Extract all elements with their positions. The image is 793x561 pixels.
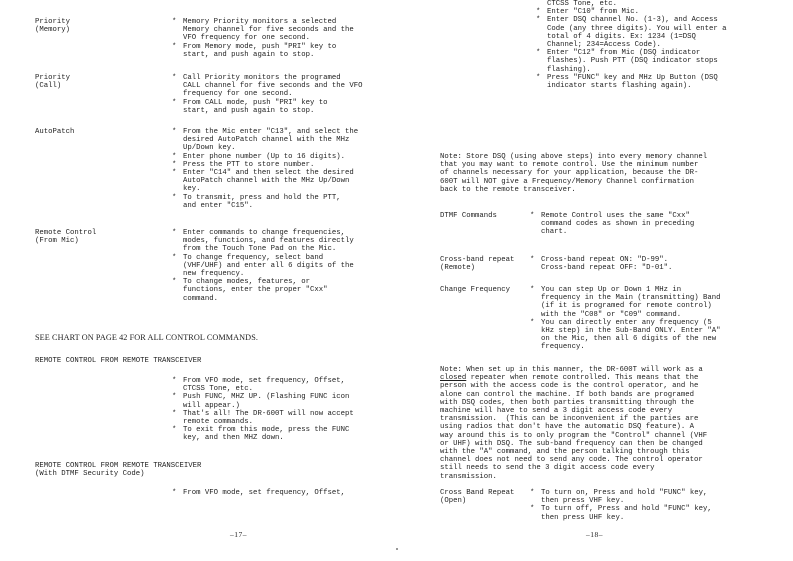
priority-memory-bullets — [172, 18, 354, 59]
note-closed-body — [440, 382, 707, 480]
bullet-continuation: Code (any three digits). You will enter a — [547, 24, 727, 33]
bullet-continuation: (if it is programed for remote control) — [541, 302, 712, 311]
priority-memory-label — [35, 18, 70, 34]
bullet-continuation: with the "C08" or "C09" command. — [541, 310, 682, 319]
bullet-continuation: functions, enter the proper "Cxx" — [183, 286, 328, 295]
bullet-continuation: on the Mic, then all 6 digits of the new — [541, 335, 717, 344]
dtmf-commands-bullets — [530, 212, 694, 237]
text-line: AutoPatch — [35, 128, 75, 136]
bullet-item: * Cross-band repeat ON: "D-99". — [530, 256, 672, 264]
text-line: (Memory) — [35, 26, 71, 35]
bullet-continuation: Channel; 234=Access Code). — [547, 41, 661, 50]
text-line: REMOTE CONTROL FROM REMOTE TRANSCEIVER — [35, 462, 202, 470]
bullet-item: * From CALL mode, push "PRI" key to — [172, 99, 363, 107]
text-line: alone can control the machine. If both bands are programed — [440, 390, 694, 399]
bullet-continuation: desired AutoPatch channel with the MHz — [183, 136, 350, 145]
bullet-continuation: Up/Down key. — [183, 144, 236, 153]
bullet-item: * From the Mic enter "C13", and select the — [172, 128, 358, 136]
remote-mic-label — [35, 229, 96, 245]
text-line: transmission. — [440, 472, 497, 481]
text-line: that you may want to remote control. Use the minimum number — [440, 161, 699, 170]
bullet-continuation: (VHF/UHF) and enter all 6 digits of the — [183, 261, 354, 270]
bullet-continuation: key. — [183, 185, 201, 194]
crossband-remote-label — [440, 256, 514, 272]
bullet-continuation: remote commands. — [183, 418, 254, 427]
page-number-17: –17– — [230, 530, 247, 539]
remote-mic-bullets — [172, 229, 354, 303]
text-line: person with the access code is the control operator, and he — [440, 382, 699, 391]
crossband-remote-bullets — [530, 256, 672, 272]
bullet-continuation: frequency in the Main (transmitting) Band — [541, 294, 721, 303]
bullet-item: * Call Priority monitors the programed — [172, 74, 363, 82]
bullet-item: * Press "FUNC" key and MHz Up Button (DSQ — [536, 74, 727, 82]
bullet-item: * Remote Control uses the same "Cxx" — [530, 212, 694, 220]
bullet-continuation: command. — [183, 294, 219, 303]
text-line: way around this is to only program the "Control" channel (VHF — [440, 431, 708, 440]
bullet-continuation: start, and push again to stop. — [183, 106, 315, 115]
bullet-item: * Push FUNC, MHZ UP. (Flashing FUNC icon — [172, 393, 354, 401]
note-first-line: Note: When set up in this manner, the DR-600T will work as a — [440, 366, 703, 374]
text-line: (Remote) — [440, 264, 476, 273]
remote-transceiver-heading: REMOTE CONTROL FROM REMOTE TRANSCEIVER — [35, 357, 202, 365]
bullet-continuation: Cross-band repeat OFF: "D-01". — [541, 264, 673, 273]
dtmf-commands-label — [440, 212, 497, 220]
bullet-item: * You can step Up or Down 1 MHz in — [530, 286, 721, 294]
bullet-continuation: will appear.) — [183, 401, 240, 410]
text-line: back to the remote transceiver. — [440, 185, 576, 194]
bullet-continuation: kHz step) in the Sub-Band ONLY. Enter "A" — [541, 327, 721, 336]
autopatch-bullets — [172, 128, 358, 210]
bullet-continuation: frequency. — [541, 343, 585, 352]
bullet-item: * Enter DSQ channel No. (1-3), and Access — [536, 16, 727, 24]
bullet-continuation: CTCSS Tone, etc. — [183, 385, 254, 394]
priority-call-bullets — [172, 74, 363, 115]
bullet-continuation: modes, functions, and features directly — [183, 237, 354, 246]
bullet-item: * Enter "C14" and then select the desired — [172, 169, 358, 177]
text-line: Priority — [35, 74, 71, 82]
bullet-item: * Memory Priority monitors a selected — [172, 18, 354, 26]
text-line: Remote Control — [35, 229, 97, 237]
bullet-continuation: Memory channel for five seconds and the — [183, 26, 354, 35]
bullet-item: * From VFO mode, set frequency, Offset, — [172, 489, 345, 497]
bullet-continuation: flashing). — [547, 65, 591, 74]
text-line: machine will have to send a 3 digit access code every — [440, 407, 673, 416]
remote-dtmf-bullets — [172, 489, 345, 497]
text-line: Priority — [35, 18, 71, 26]
bullet-item: * To turn off, Press and hold "FUNC" key, — [530, 505, 712, 513]
bullet-item: * Enter "C12" from Mic (DSQ indicator — [536, 49, 727, 57]
bullet-continuation: VFO frequency for one second. — [183, 34, 310, 43]
priority-call-label — [35, 74, 70, 90]
bullet-continuation: and enter "C15". — [183, 201, 254, 210]
text-line: (Call) — [35, 82, 62, 91]
bullet-continuation: new frequency. — [183, 270, 245, 279]
autopatch-label — [35, 128, 74, 136]
bullet-continuation: total of 4 digits. Ex: 1234 (1=DSQ — [547, 32, 696, 41]
bullet-continuation: flashes). Push PTT (DSQ indicator stops — [547, 57, 718, 66]
closed-word: closed — [440, 374, 467, 383]
text-line: with the "A" command, and the person talking through this — [440, 448, 690, 457]
text-line: (Open) — [440, 497, 467, 506]
bullet-item: * To transmit, press and hold the PTT, — [172, 194, 358, 202]
note-closed-repeater — [440, 366, 707, 481]
bullet-item: * Enter phone number (Up to 16 digits). — [172, 153, 358, 161]
change-frequency-bullets — [530, 286, 721, 352]
text-line: (From Mic) — [35, 237, 79, 246]
text-line: still needs to send the 3 digit access code every — [440, 464, 655, 473]
text-line: Cross-band repeat — [440, 256, 515, 264]
text-line: 600T will NOT give a Frequency/Memory Channel confirmation — [440, 177, 694, 186]
remote-dtmf-heading — [35, 462, 201, 478]
text-line: using radios that don't have the automatic DSQ feature). A — [440, 423, 694, 432]
bullet-item: * To exit from this mode, press the FUNC — [172, 426, 354, 434]
remote-transceiver-bullets — [172, 377, 354, 443]
bullet-item: * Enter "C10" from Mic. — [536, 8, 727, 16]
bullet-item: * Press the PTT to store number. — [172, 161, 358, 169]
text-line: transmission. (This can be inconvenient if the parties are — [440, 415, 699, 424]
bullet-continuation: command codes as shown in preceding — [541, 220, 695, 229]
bullet-item: * That's all! The DR-600T will now accept — [172, 410, 354, 418]
note-second-suffix: repeater when remote controlled. This means that the — [466, 374, 699, 383]
bullet-continuation: from the Touch Tone Pad on the Mic. — [183, 245, 337, 254]
bullet-continuation: then press VHF key. — [541, 497, 625, 506]
see-chart-note: SEE CHART ON PAGE 42 FOR ALL CONTROL COMMANDS. — [35, 333, 258, 342]
bullet-continuation: chart. — [541, 228, 568, 237]
text-line: or UHF) with DSQ. The sub-band frequency can then be changed — [440, 439, 703, 448]
change-frequency-label — [440, 286, 510, 294]
bullet-item: * From Memory mode, push "PRI" key to — [172, 43, 354, 51]
bullet-continuation: key, and then MHZ down. — [183, 434, 284, 443]
bullet-continuation: frequency for one second. — [183, 90, 293, 99]
bullet-item: * To change modes, features, or — [172, 278, 354, 286]
bullet-item: * To turn on, Press and hold "FUNC" key, — [530, 489, 712, 497]
text-line: (With DTMF Security Code) — [35, 470, 145, 479]
note-second-line — [440, 374, 707, 382]
crossband-open-bullets — [530, 489, 712, 522]
bullet-continuation: then press UHF key. — [541, 513, 625, 522]
bullet-continuation: start, and push again to stop. — [183, 50, 315, 59]
text-line: with DSQ codes, then both parties transmitting through the — [440, 398, 694, 407]
text-line: Note: Store DSQ (using above steps) into every memory channel — [440, 153, 708, 161]
bullet-continuation: CALL channel for five seconds and the VFO — [183, 82, 363, 91]
bullet-item: * You can directly enter any frequency (5 — [530, 319, 721, 327]
text-line: Change Frequency — [440, 286, 511, 294]
text-line: Cross Band Repeat — [440, 489, 515, 497]
crossband-open-label — [440, 489, 514, 505]
bullet-continuation: AutoPatch channel with the MHz Up/Down — [183, 177, 350, 186]
text-line: DTMF Commands — [440, 212, 497, 220]
bullet-continuation: indicator starts flashing again). — [547, 82, 692, 91]
bullet-item: * Enter commands to change frequencies, — [172, 229, 354, 237]
dtmf-security-bullets — [536, 8, 727, 90]
right-page — [396, 0, 793, 561]
left-page — [0, 0, 396, 561]
page-number-18: –18– — [586, 530, 603, 539]
bullet-item: * From VFO mode, set frequency, Offset, — [172, 377, 354, 385]
dtmf-security-steps — [536, 0, 727, 90]
text-line: channel does not need to send any code. The control operator — [440, 456, 703, 465]
text-line: of channels necessary for your application, because the DR- — [440, 169, 699, 178]
ctcss-continuation: CTCSS Tone, etc. — [547, 0, 618, 8]
bullet-item: * To change frequency, select band — [172, 254, 354, 262]
note-store-dsq — [440, 153, 707, 194]
